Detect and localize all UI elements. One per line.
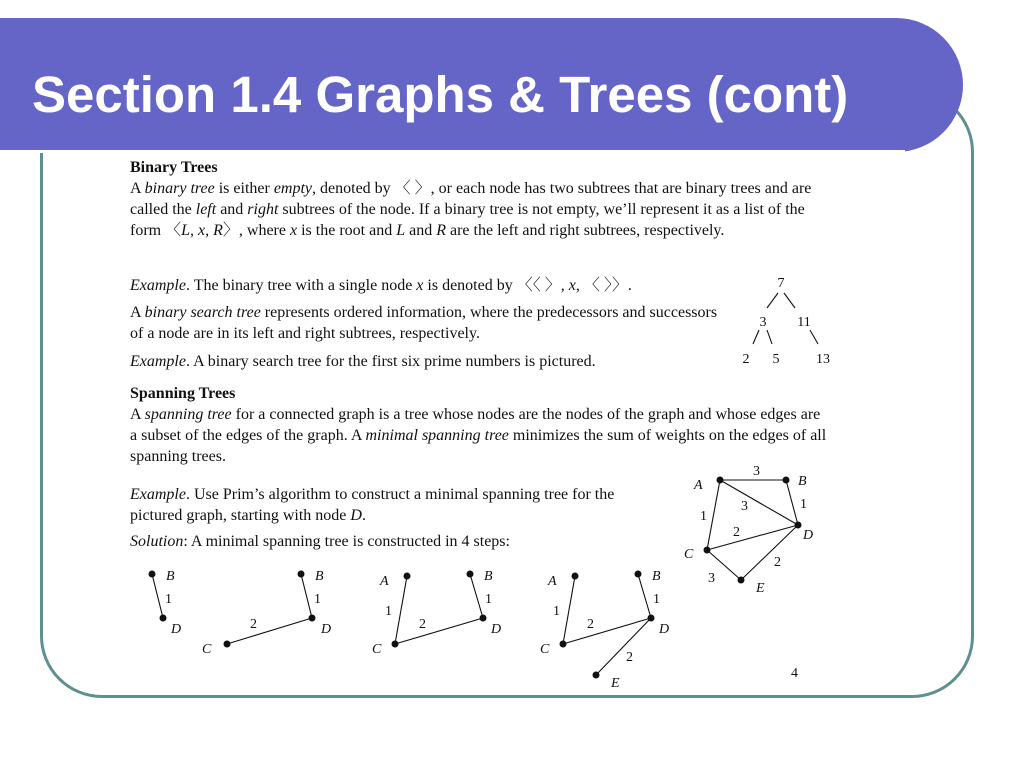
tree-edge bbox=[767, 293, 778, 308]
graph-node-label: A bbox=[694, 478, 703, 493]
tree-edge bbox=[152, 574, 163, 618]
graph-node bbox=[298, 571, 305, 578]
step-node-label: C bbox=[372, 642, 382, 657]
graph-node bbox=[738, 577, 745, 584]
step-4-diagram bbox=[538, 562, 683, 692]
tree-edge bbox=[767, 330, 772, 344]
tree-node: 11 bbox=[797, 315, 811, 330]
step-2-diagram bbox=[200, 562, 345, 662]
binary-trees-paragraph: A binary tree is either empty, denoted by 〈 〉, or each node has two subtrees that are binary trees and are called the left and right subtrees of the node. If a binary tree is not empty, we’ll represent it as a list of the form 〈L, x, R〉, where x is the root and L and R are the left and right subtrees, respectively. bbox=[130, 180, 812, 239]
step-edge-weight: 1 bbox=[653, 592, 660, 607]
edge-weight: 1 bbox=[800, 497, 807, 512]
step-edge-weight: 1 bbox=[165, 592, 172, 607]
step-edge-weight: 2 bbox=[250, 617, 257, 632]
step-node-label: D bbox=[171, 622, 182, 637]
step-1-diagram bbox=[140, 562, 200, 642]
graph-node bbox=[593, 672, 600, 679]
graph-node bbox=[392, 641, 399, 648]
binary-trees-heading: Binary Trees bbox=[130, 159, 218, 176]
step-edge-weight: 2 bbox=[626, 650, 633, 665]
step-edge-weight: 2 bbox=[587, 617, 594, 632]
slide-title: Section 1.4 Graphs & Trees (cont) bbox=[32, 66, 849, 123]
tree-edge bbox=[810, 330, 818, 344]
binary-tree-example: Example. The binary tree with a single node x is denoted by 〈〈 〉, x, 〈 〉〉. bbox=[130, 277, 632, 294]
graph-node bbox=[795, 522, 802, 529]
tree-edge bbox=[470, 574, 483, 618]
graph-edge bbox=[720, 480, 798, 525]
tree-node: 2 bbox=[742, 352, 750, 367]
edge-weight: 2 bbox=[733, 525, 740, 540]
tree-node: 3 bbox=[759, 315, 767, 330]
step-node-label: E bbox=[611, 676, 620, 691]
graph-node bbox=[224, 641, 231, 648]
graph-edge bbox=[707, 480, 720, 550]
spanning-trees-paragraph: A spanning tree for a connected graph is a tree whose nodes are the nodes of the graph and whose edges are a subset of the edges of the graph. A minimal spanning tree minimizes the sum of weights on the edges of all spanning trees. bbox=[130, 406, 827, 465]
edge-weight: 3 bbox=[741, 499, 748, 514]
graph-node bbox=[149, 571, 156, 578]
graph-node-label: E bbox=[756, 581, 765, 596]
step-edge-weight: 1 bbox=[485, 592, 492, 607]
tree-edge bbox=[563, 576, 575, 644]
graph-node bbox=[467, 571, 474, 578]
graph-node bbox=[717, 477, 724, 484]
step-node-label: C bbox=[202, 642, 212, 657]
title-bar bbox=[0, 18, 963, 152]
tree-edge bbox=[753, 330, 759, 344]
graph-node bbox=[309, 615, 316, 622]
graph-node bbox=[480, 615, 487, 622]
tree-node: 5 bbox=[772, 352, 780, 367]
graph-node-label: B bbox=[798, 474, 807, 489]
graph-node bbox=[635, 571, 642, 578]
edge-weight: 3 bbox=[753, 464, 760, 479]
step-edge-weight: 2 bbox=[419, 617, 426, 632]
edge-weight: 2 bbox=[774, 555, 781, 570]
tree-node: 13 bbox=[816, 352, 830, 367]
step-node-label: D bbox=[321, 622, 332, 637]
step-edge-weight: 1 bbox=[553, 604, 560, 619]
binary-search-tree-paragraph: A binary search tree represents ordered information, where the predecessors and successors of a node are in its left and right subtrees, respectively. bbox=[130, 304, 718, 342]
tree-edge bbox=[301, 574, 312, 618]
step-node-label: D bbox=[491, 622, 502, 637]
graph-node bbox=[572, 573, 579, 580]
step-edge-weight: 1 bbox=[314, 592, 321, 607]
tree-edge bbox=[227, 618, 312, 644]
step-node-label: B bbox=[484, 569, 493, 584]
graph-node bbox=[704, 547, 711, 554]
binary-search-tree-diagram bbox=[730, 268, 840, 372]
graph-node bbox=[783, 477, 790, 484]
prim-solution: Solution: A minimal spanning tree is constructed in 4 steps: bbox=[130, 533, 510, 550]
step-node-label: D bbox=[659, 622, 670, 637]
graph-node-label: D bbox=[803, 528, 814, 543]
edge-weight: 1 bbox=[700, 509, 707, 524]
step-node-label: B bbox=[166, 569, 175, 584]
prim-example: Example. Use Prim’s algorithm to construct a minimal spanning tree for the pictured graph, starting with node D. bbox=[130, 486, 615, 524]
graph-node bbox=[160, 615, 167, 622]
graph-node-label: C bbox=[684, 547, 694, 562]
tree-edge bbox=[395, 576, 407, 644]
tree-edge bbox=[638, 574, 651, 618]
tree-node: 7 bbox=[777, 276, 785, 291]
graph-node bbox=[560, 641, 567, 648]
binary-search-tree-example: Example. A binary search tree for the first six prime numbers is pictured. bbox=[130, 353, 596, 370]
step-node-label: B bbox=[652, 569, 661, 584]
step-node-label: A bbox=[380, 574, 389, 589]
weighted-graph-diagram bbox=[680, 460, 830, 595]
step-edge-weight: 1 bbox=[385, 604, 392, 619]
step-3-diagram bbox=[370, 562, 515, 662]
edge-weight: 3 bbox=[708, 571, 715, 586]
graph-node bbox=[404, 573, 411, 580]
spanning-trees-heading: Spanning Trees bbox=[130, 385, 236, 402]
page-number: 4 bbox=[791, 666, 798, 681]
tree-edge bbox=[784, 293, 795, 308]
title-underline bbox=[0, 150, 905, 153]
step-node-label: B bbox=[315, 569, 324, 584]
graph-edge bbox=[786, 480, 798, 525]
tree-edge bbox=[395, 618, 483, 644]
graph-node bbox=[648, 615, 655, 622]
step-node-label: A bbox=[548, 574, 557, 589]
step-node-label: C bbox=[540, 642, 550, 657]
